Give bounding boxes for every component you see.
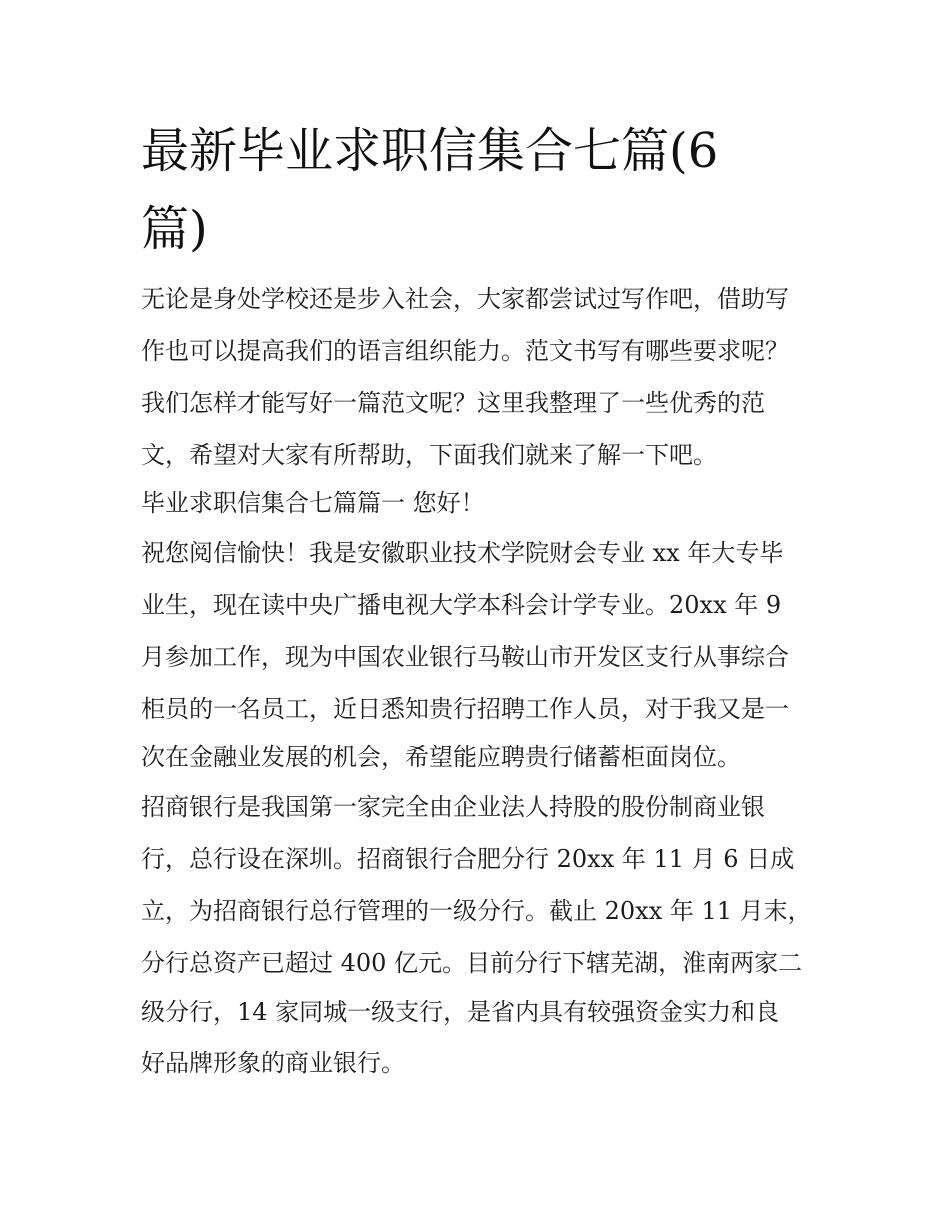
body-line-16: 好品牌形象的商业银行。 xyxy=(141,1049,405,1077)
body-line-14: 分行总资产已超过 400 亿元。目前分行下辖芜湖，淮南两家二 xyxy=(141,949,803,977)
body-line-4: 文，希望对大家有所帮助，下面我们就来了解一下吧。 xyxy=(141,441,717,469)
body-line-2: 作也可以提高我们的语言组织能力。范文书写有哪些要求呢？ xyxy=(141,337,789,365)
body-line-6: 祝您阅信愉快！我是安徽职业技术学院财会专业 xx 年大专毕 xyxy=(141,539,784,567)
title-line-2: 篇) xyxy=(141,201,208,257)
body-line-7: 业生，现在读中央广播电视大学本科会计学专业。20xx 年 9 xyxy=(141,591,782,619)
document-title xyxy=(141,112,801,268)
body-line-1: 无论是身处学校还是步入社会，大家都尝试过写作吧，借助写 xyxy=(141,285,789,313)
body-line-12: 行，总行设在深圳。招商银行合肥分行 20xx 年 11 月 6 日成 xyxy=(141,845,795,873)
title-line-1: 最新毕业求职信集合七篇(6 xyxy=(141,123,719,179)
body-line-3: 我们怎样才能写好一篇范文呢？这里我整理了一些优秀的范 xyxy=(141,389,765,417)
body-line-11: 招商银行是我国第一家完全由企业法人持股的股份制商业银 xyxy=(141,793,765,821)
body-line-10: 次在金融业发展的机会，希望能应聘贵行储蓄柜面岗位。 xyxy=(141,743,741,771)
body-line-13: 立，为招商银行总行管理的一级分行。截止 20xx 年 11 月末， xyxy=(141,897,812,925)
section-heading: 毕业求职信集合七篇篇一 您好！ xyxy=(141,489,485,517)
body-line-8: 月参加工作，现为中国农业银行马鞍山市开发区支行从事综合 xyxy=(141,643,789,671)
body-line-9: 柜员的一名员工，近日悉知贵行招聘工作人员，对于我又是一 xyxy=(141,695,789,723)
body-line-15: 级分行，14 家同城一级支行，是省内具有较强资金实力和良 xyxy=(141,998,780,1026)
